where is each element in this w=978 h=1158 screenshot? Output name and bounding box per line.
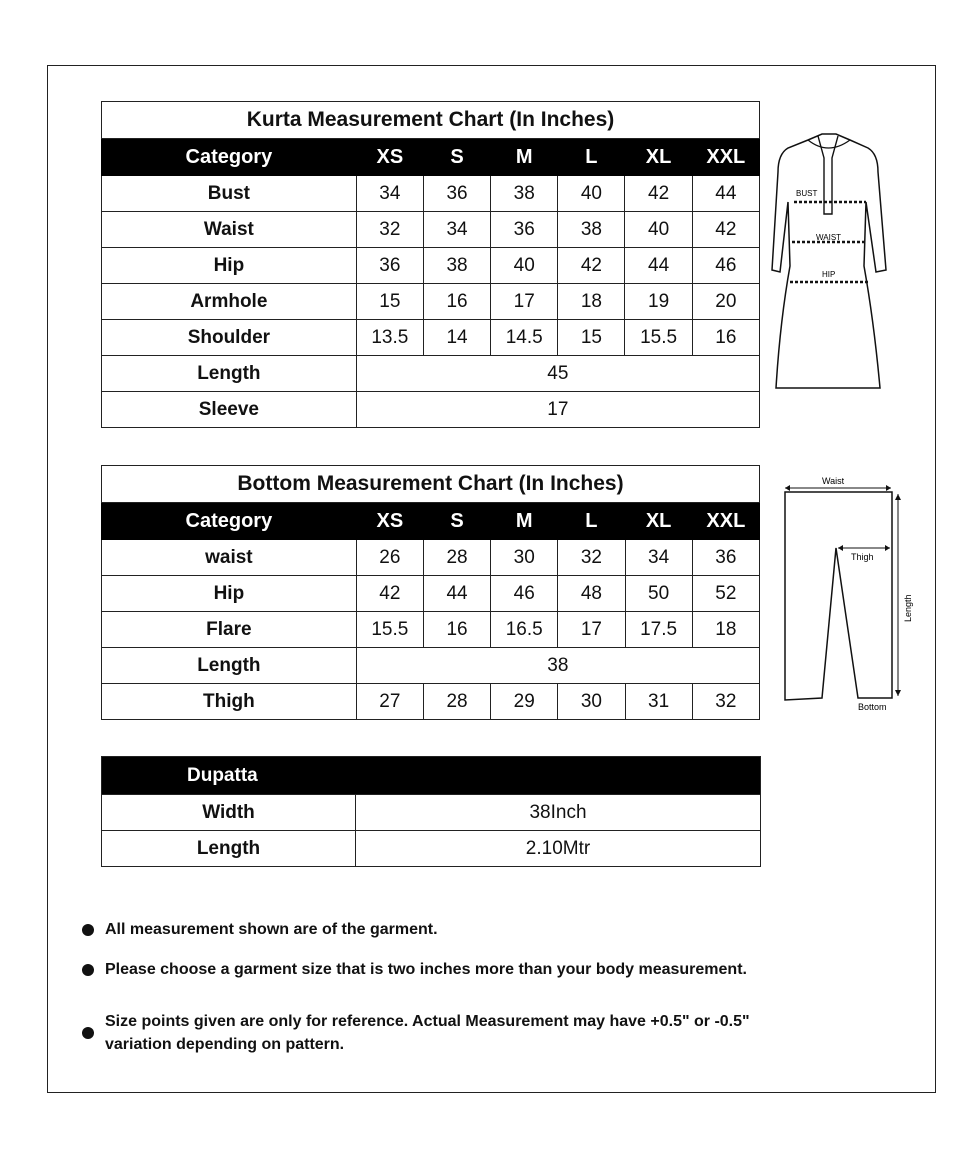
row-label: Length [102,356,357,392]
kurta-outline [772,134,886,388]
cell-value: 34 [423,212,490,248]
cell-value: 15 [356,284,423,320]
table-row [102,320,760,356]
dupatta-title: Dupatta [102,757,761,795]
size-header: XXL [692,139,759,176]
cell-value: 17 [558,612,625,648]
cell-value: 16.5 [491,612,558,648]
cell-value: 15.5 [625,320,692,356]
size-header: S [423,139,490,176]
cell-value: 20 [692,284,759,320]
cell-value: 17.5 [625,612,692,648]
pants-outline [785,492,892,700]
cell-value: 28 [423,540,490,576]
table-row [102,284,760,320]
table-row [102,392,760,428]
cell-value: 38Inch [356,795,761,831]
table-row [102,248,760,284]
cell-value: 36 [423,176,490,212]
bottom-label: Bottom [858,702,887,712]
cell-value: 32 [558,540,625,576]
table-row [102,831,761,867]
cell-value: 15.5 [356,612,423,648]
cell-value: 36 [692,540,759,576]
cell-value: 50 [625,576,692,612]
cell-value: 31 [625,684,692,720]
row-label: waist [102,540,357,576]
row-label: Shoulder [102,320,357,356]
row-label: Width [102,795,356,831]
cell-value: 14.5 [491,320,558,356]
table-row [102,684,760,720]
row-label: Hip [102,576,357,612]
cell-value: 19 [625,284,692,320]
cell-value: 14 [423,320,490,356]
cell-value: 36 [491,212,558,248]
cell-value: 40 [558,176,625,212]
cell-value: 44 [423,576,490,612]
waist-label: Waist [822,476,845,486]
bullet-icon [82,1027,94,1039]
cell-value: 40 [491,248,558,284]
kurta-measurement-table [101,101,760,428]
waist-label: WAIST [816,233,842,242]
row-label: Waist [102,212,357,248]
cell-value: 46 [491,576,558,612]
size-header: L [558,503,625,540]
cell-value: 15 [558,320,625,356]
size-header: M [491,139,558,176]
note-item [82,958,755,981]
pants-diagram [778,474,928,714]
cell-value: 30 [558,684,625,720]
cell-value: 32 [692,684,759,720]
cell-value: 30 [491,540,558,576]
bullet-icon [82,924,94,936]
cell-value: 48 [558,576,625,612]
size-header: M [491,503,558,540]
note-text: Size points given are only for reference. Actual Measurement may have +0.5" or -0.5" variation depending on pattern. [105,1013,750,1053]
bust-label: BUST [796,189,818,198]
hip-label: HIP [822,270,836,279]
row-label: Armhole [102,284,357,320]
cell-value: 27 [356,684,423,720]
cell-value: 52 [692,576,759,612]
cell-value: 38 [491,176,558,212]
cell-value: 16 [692,320,759,356]
size-header: S [423,503,490,540]
size-header: XS [356,139,423,176]
cell-value: 38 [356,648,759,684]
table-row [102,176,760,212]
row-label: Length [102,831,356,867]
cell-value: 46 [692,248,759,284]
cell-value: 28 [423,684,490,720]
cell-value: 36 [356,248,423,284]
cell-value: 40 [625,212,692,248]
row-label: Bust [102,176,357,212]
size-header: XL [625,139,692,176]
row-label: Length [102,648,357,684]
bottom-header-row [102,503,760,540]
bottom-chart-title: Bottom Measurement Chart (In Inches) [102,466,760,503]
note-item [82,918,755,941]
table-row [102,795,761,831]
table-row [102,540,760,576]
cell-value: 44 [692,176,759,212]
length-label: Length [903,594,913,622]
note-text: Please choose a garment size that is two inches more than your body measurement. [105,961,747,978]
cell-value: 34 [356,176,423,212]
note-text: All measurement shown are of the garment. [105,921,438,938]
cell-value: 17 [356,392,759,428]
table-row [102,356,760,392]
row-label: Thigh [102,684,357,720]
size-header: L [558,139,625,176]
cell-value: 16 [423,612,490,648]
table-row [102,212,760,248]
cell-value: 42 [692,212,759,248]
cell-value: 13.5 [356,320,423,356]
cell-value: 32 [356,212,423,248]
row-label: Sleeve [102,392,357,428]
bullet-icon [82,964,94,976]
cell-value: 34 [625,540,692,576]
cell-value: 29 [491,684,558,720]
table-row [102,648,760,684]
row-label: Hip [102,248,357,284]
cell-value: 42 [558,248,625,284]
cell-value: 26 [356,540,423,576]
size-header: XXL [692,503,759,540]
size-header: XS [356,503,423,540]
cell-value: 17 [491,284,558,320]
bottom-measurement-table [101,465,760,720]
table-row [102,576,760,612]
cell-value: 16 [423,284,490,320]
cell-value: 2.10Mtr [356,831,761,867]
cell-value: 18 [558,284,625,320]
note-item [82,1010,755,1056]
kurta-diagram [770,132,900,392]
row-label: Flare [102,612,357,648]
thigh-label: Thigh [851,552,874,562]
kurta-chart-title: Kurta Measurement Chart (In Inches) [102,102,760,139]
cell-value: 42 [625,176,692,212]
cell-value: 18 [692,612,759,648]
dupatta-table [101,756,761,867]
cell-value: 45 [356,356,759,392]
table-row [102,612,760,648]
kurta-header-row [102,139,760,176]
category-header: Category [102,139,357,176]
category-header: Category [102,503,357,540]
size-header: XL [625,503,692,540]
cell-value: 38 [423,248,490,284]
cell-value: 42 [356,576,423,612]
cell-value: 44 [625,248,692,284]
cell-value: 38 [558,212,625,248]
